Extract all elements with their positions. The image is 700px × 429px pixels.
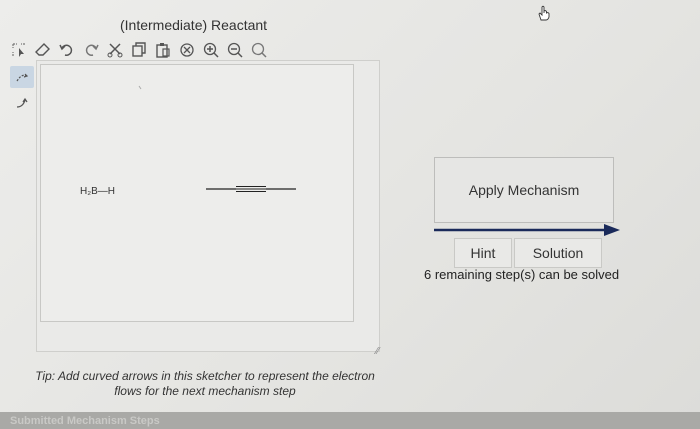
resize-handle-icon[interactable]: ⁄⁄ xyxy=(376,346,380,357)
tip-text: Tip: Add curved arrows in this sketcher to represent the electron flows for the next mechanism step xyxy=(35,369,375,398)
sketcher-title: (Intermediate) Reactant xyxy=(120,17,268,33)
apply-mechanism-button[interactable]: Apply Mechanism xyxy=(434,157,614,223)
curved-arrow-icon[interactable] xyxy=(10,92,34,114)
solution-button[interactable]: Solution xyxy=(514,238,602,268)
borane-molecule: H₂B—H xyxy=(80,186,115,197)
center-icon[interactable] xyxy=(176,39,198,61)
select-icon[interactable] xyxy=(8,39,30,61)
zoom-fit-icon[interactable] xyxy=(248,39,270,61)
side-toolbar xyxy=(10,66,36,118)
reaction-arrow-icon xyxy=(432,222,622,238)
submitted-steps-header[interactable]: Submitted Mechanism Steps xyxy=(10,415,160,427)
eraser-icon[interactable] xyxy=(32,39,54,61)
zoom-out-icon[interactable] xyxy=(224,39,246,61)
hand-cursor-icon xyxy=(536,4,552,22)
undo-icon[interactable] xyxy=(56,39,78,61)
sketcher-toolbar xyxy=(8,38,270,62)
copy-icon[interactable] xyxy=(128,39,150,61)
paste-icon[interactable] xyxy=(152,39,174,61)
redo-icon[interactable] xyxy=(80,39,102,61)
zoom-in-icon[interactable] xyxy=(200,39,222,61)
remaining-steps-text: 6 remaining step(s) can be solved xyxy=(424,267,620,282)
curved-arrow-pair-icon[interactable] xyxy=(10,66,34,88)
cut-icon[interactable] xyxy=(104,39,126,61)
hint-button[interactable]: Hint xyxy=(454,238,512,268)
